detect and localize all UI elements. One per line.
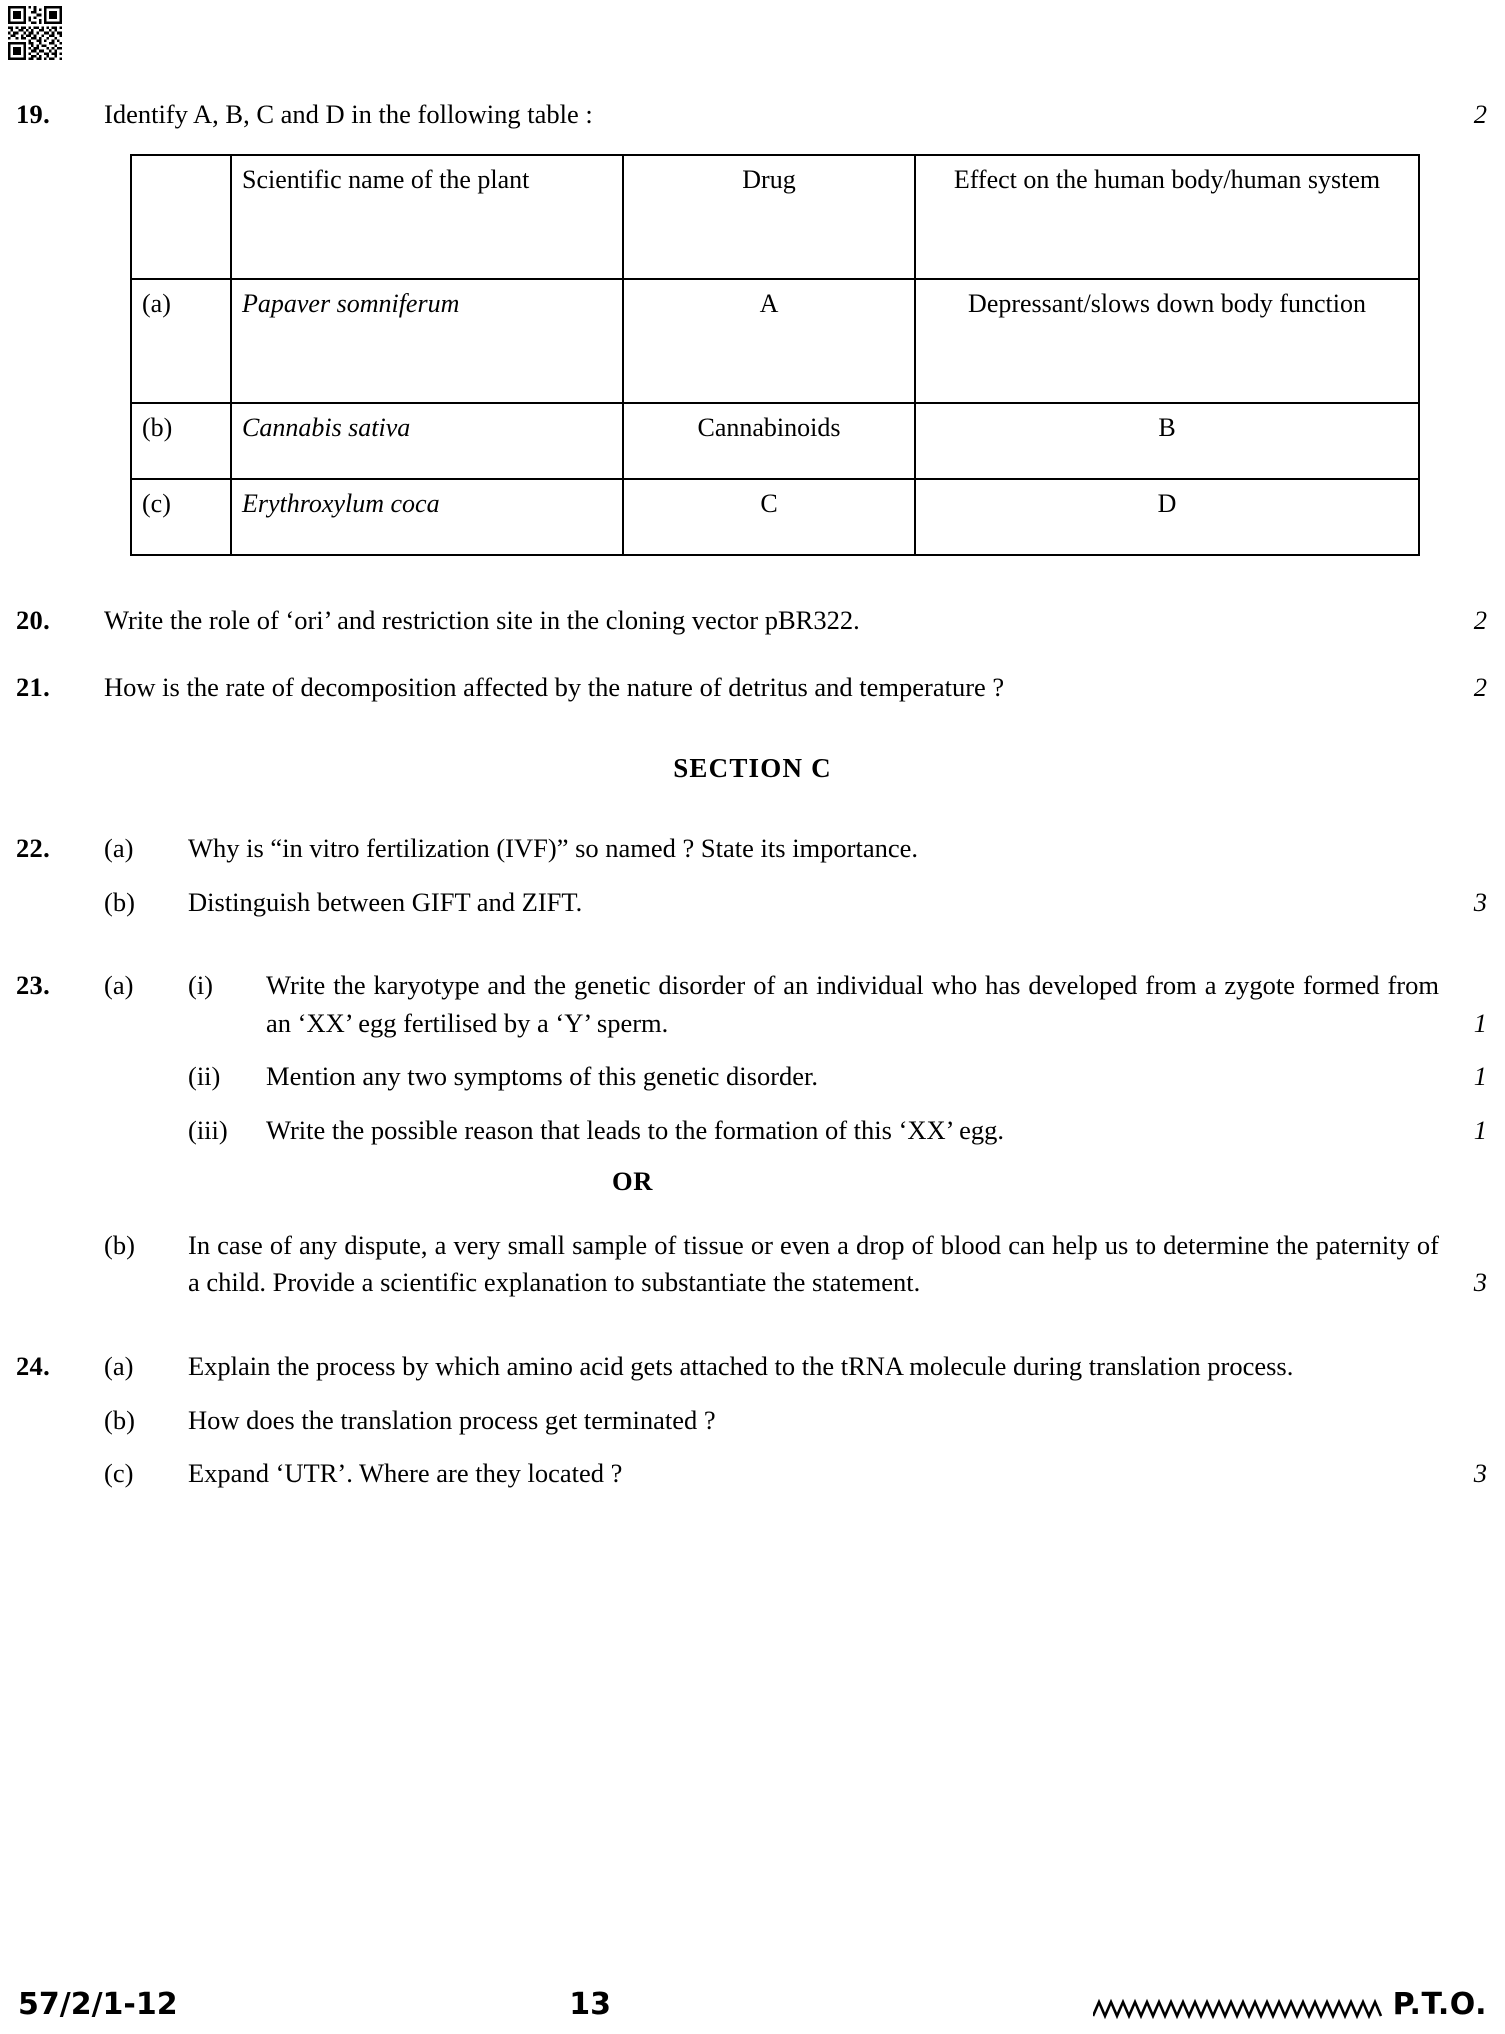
question-20-number: 20. — [16, 604, 51, 635]
qr-code-icon — [8, 6, 62, 60]
row-c-plant: Erythroxylum coca — [231, 479, 623, 555]
table-row — [131, 403, 1419, 479]
question-24-b-text: How does the translation process get terminated ? — [188, 1404, 716, 1435]
pto-label: P.T.O. — [1392, 1987, 1487, 2022]
row-a-plant: Papaver somniferum — [231, 279, 623, 403]
question-24-c-label: (c) — [104, 1458, 134, 1489]
question-21-text: How is the rate of decomposition affected by the nature of detritus and temperature ? — [104, 672, 1005, 703]
table-row — [131, 479, 1419, 555]
row-c-drug: C — [623, 479, 915, 555]
row-b-index: (b) — [131, 403, 231, 479]
table-header-blank — [131, 155, 231, 279]
drugs-table — [130, 154, 1420, 556]
question-23-iii-marks: 1 — [1473, 1115, 1487, 1145]
row-b-effect: B — [915, 403, 1419, 479]
question-24-c — [0, 1455, 1505, 1493]
question-23-ii-text: Mention any two symptoms of this genetic disorder. — [266, 1061, 819, 1092]
question-21-marks: 2 — [1473, 672, 1487, 703]
zigzag-divider-icon — [1083, 1996, 1393, 2022]
question-24-a-label: (a) — [104, 1350, 134, 1381]
question-21-number: 21. — [16, 672, 51, 703]
question-24-c-text: Expand ‘UTR’. Where are they located ? — [188, 1458, 623, 1489]
question-23-b — [0, 1227, 1505, 1302]
question-20-marks: 2 — [1473, 604, 1487, 635]
table-header-effect: Effect on the human body/human system — [915, 155, 1419, 279]
paper-code: 57/2/1-12 — [18, 1987, 178, 2022]
row-c-index: (c) — [131, 479, 231, 555]
table-header-row — [131, 155, 1419, 279]
question-23-iii-label: (iii) — [188, 1115, 228, 1145]
question-20 — [0, 602, 1505, 640]
question-23-iii-text: Write the possible reason that leads to the formation of this ‘XX’ egg. — [266, 1115, 1005, 1145]
question-24-marks: 3 — [1473, 1458, 1487, 1489]
question-23-b-text: In case of any dispute, a very small sample of tissue or even a drop of blood can help us to determine the paternity of a child. Provide a scientific explanation to substantiate the statement. — [188, 1229, 1439, 1298]
question-22-a — [0, 830, 1505, 868]
row-a-effect: Depressant/slows down body function — [915, 279, 1419, 403]
section-c-heading: SECTION C — [673, 752, 832, 783]
question-23-i-text: Write the karyotype and the genetic disorder of an individual who has developed from a zygote formed from an ‘XX’ egg fertilised by a ‘Y’ sperm. — [266, 970, 1439, 1038]
question-20-text: Write the role of ‘ori’ and restriction site in the cloning vector pBR322. — [104, 604, 860, 635]
question-22-b-label: (b) — [104, 886, 135, 917]
row-c-effect: D — [915, 479, 1419, 555]
question-19-text: Identify A, B, C and D in the following table : — [104, 99, 593, 129]
drugs-table-wrapper — [130, 154, 1420, 556]
question-23-number: 23. — [16, 970, 51, 1001]
question-23-b-label: (b) — [104, 1229, 135, 1260]
question-19-number: 19. — [16, 99, 51, 129]
question-22-number: 22. — [16, 832, 51, 863]
question-22-b — [0, 884, 1505, 922]
question-24-number: 24. — [16, 1350, 51, 1381]
table-header-drug: Drug — [623, 155, 915, 279]
table-row — [131, 279, 1419, 403]
table-header-plant: Scientific name of the plant — [231, 155, 623, 279]
row-a-drug: A — [623, 279, 915, 403]
row-a-index: (a) — [131, 279, 231, 403]
question-21 — [0, 669, 1505, 707]
question-22-b-text: Distinguish between GIFT and ZIFT. — [188, 886, 583, 917]
or-separator: OR — [612, 1165, 653, 1196]
question-23-ii-marks: 1 — [1473, 1061, 1487, 1092]
question-23-a-i — [0, 967, 1505, 1042]
question-19 — [0, 96, 1505, 134]
question-23-a-iii — [0, 1112, 1505, 1150]
row-b-drug: Cannabinoids — [623, 403, 915, 479]
question-24-a — [0, 1348, 1505, 1386]
question-23-i-marks: 1 — [1473, 1007, 1487, 1038]
question-23-a-ii — [0, 1058, 1505, 1096]
question-24-b-label: (b) — [104, 1404, 135, 1435]
question-23-a-label: (a) — [104, 970, 134, 1001]
question-23-i-label: (i) — [188, 970, 214, 1001]
question-23-b-marks: 3 — [1473, 1267, 1487, 1298]
row-b-plant: Cannabis sativa — [231, 403, 623, 479]
question-23-ii-label: (ii) — [188, 1061, 221, 1092]
page-number: 13 — [569, 1987, 611, 2022]
question-22-a-label: (a) — [104, 832, 134, 863]
question-22-a-text: Why is “in vitro fertilization (IVF)” so named ? State its importance. — [188, 832, 919, 863]
question-19-marks: 2 — [1473, 99, 1487, 129]
question-24-a-text: Explain the process by which amino acid gets attached to the tRNA molecule during translation process. — [188, 1350, 1294, 1381]
question-24-b — [0, 1402, 1505, 1440]
question-22-marks: 3 — [1473, 886, 1487, 917]
page-footer — [0, 1987, 1505, 2022]
